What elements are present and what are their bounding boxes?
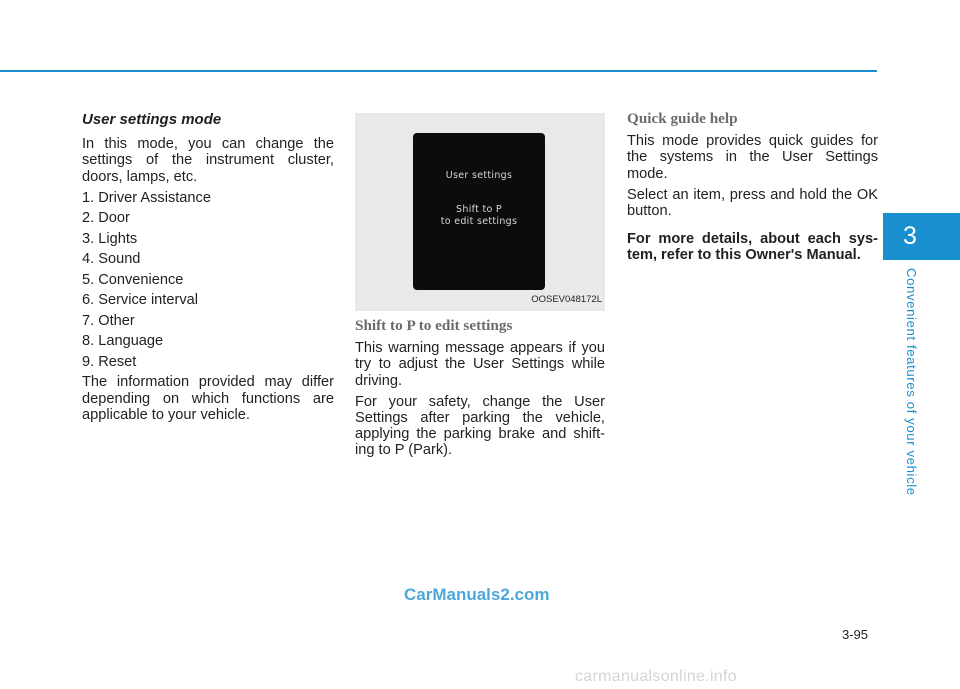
settings-list [82, 190, 334, 370]
display-message-line2: to edit settings [440, 216, 518, 227]
list-item: 7. Other [82, 312, 135, 329]
closing-paragraph: The information provided may differ depending on which functions are applicable to your vehicle. [82, 374, 334, 423]
column-shift-to-p [355, 113, 605, 464]
section-heading-shift-to-p: Shift to P to edit settings [355, 317, 513, 334]
list-item: 1. Driver Assistance [82, 189, 211, 206]
cluster-display [413, 133, 545, 290]
chapter-tab: 3 [883, 213, 960, 260]
quick-guide-paragraph: This mode provides quick guides for the systems in the User Settings mode. [627, 133, 878, 182]
chapter-title-text: Convenient features of your vehicle [904, 268, 919, 496]
display-title: User settings [445, 170, 513, 181]
select-item-paragraph: Select an item, press and hold the OK button. [627, 186, 878, 220]
page-number: 3-95 [842, 627, 869, 642]
list-item: 5. Convenience [82, 271, 184, 288]
list-item: 2. Door [82, 210, 130, 227]
chapter-title-vertical [904, 268, 924, 498]
column-user-settings-mode [82, 108, 334, 428]
warning-paragraph: This warning message appears if you try to adjust the User Settings while driving. [355, 340, 605, 389]
list-item: 4. Sound [82, 251, 141, 268]
cluster-figure [355, 113, 605, 311]
watermark-link[interactable]: CarManuals2.com [404, 585, 550, 604]
column-quick-guide-help [627, 108, 878, 269]
section-heading-quick-guide-help: Quick guide help [627, 110, 738, 127]
list-item: 3. Lights [82, 230, 138, 247]
more-details-paragraph: For more details, about each sys- tem, refer to this Owner's Manual. [627, 231, 878, 264]
list-item: 9. Reset [82, 353, 137, 370]
list-item: 6. Service interval [82, 292, 198, 309]
header-rule [0, 70, 877, 72]
list-item: 8. Language [82, 333, 164, 350]
intro-paragraph: In this mode, you can change the settings of the instrument cluster, doors, lamps, etc. [82, 136, 334, 185]
section-heading-user-settings-mode: User settings mode [82, 111, 222, 128]
safety-paragraph: For your safety, change the User Settings after parking the vehicle, applying the parking brake and shift- ing to P (Park). [355, 393, 605, 459]
display-message-line1: Shift to P [456, 204, 502, 215]
watermark-footer: carmanualsonline.info [575, 668, 737, 685]
figure-code: OOSEV048172L [531, 293, 602, 305]
